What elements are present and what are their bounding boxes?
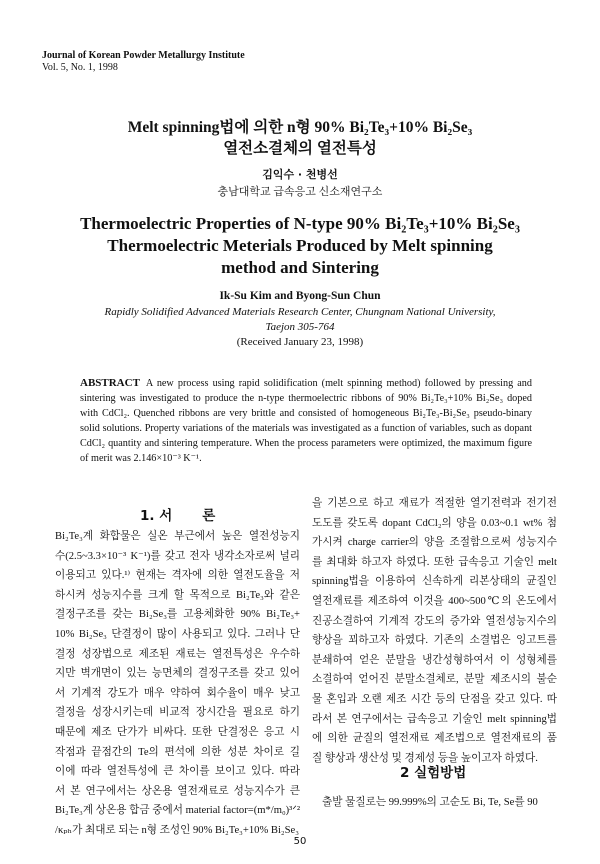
text-line: 라서 본 연구에서는 급속응고 기술인 melt spinning법 <box>312 713 557 725</box>
text-line: 하시켜 성능지수를 크게 할 목적으로 Bi₂Te₃와 같은 <box>55 589 300 601</box>
abstract <box>80 376 532 466</box>
english-title <box>0 213 600 279</box>
text-line: 결정 성장법으로 제조된 재료는 열전특성은 우수하 <box>55 648 300 660</box>
korean-title-line1: Melt spinning법에 의한 n형 90% Bi₂Te₃+10% Bi₂Se₃ <box>127 119 473 136</box>
received-date: (Received January 23, 1998) <box>236 336 364 348</box>
left-column <box>55 527 300 841</box>
abstract-label: ABSTRACT <box>80 377 140 389</box>
text-line: 서 기계적 강도가 매우 약하여 회수율이 매우 낮고 <box>55 687 300 699</box>
text-line: /κₚₕ가 최대로 되는 n형 조성인 90% Bi₂Te₃+10% Bi₂Se₃ <box>55 824 299 836</box>
english-affiliation <box>0 305 600 335</box>
page-number: 50 <box>293 836 307 847</box>
text-line: 소결하여 얻어진 분말소결체로, 분말 제조시의 불순 <box>312 674 557 686</box>
text-line: 물 혼입과 오랜 제조 시간 등의 단점을 갖고 있다. 따 <box>312 693 557 705</box>
section2-heading: 2 실험방법 <box>400 765 467 781</box>
text-line: 를 최대화 하고자 하였다. 또한 급속응고 기술인 melt <box>312 556 557 568</box>
text-line: 지만 벽개면이 있는 능면체의 결정구조를 갖고 있어 <box>55 668 300 680</box>
english-title-line2: Thermoelectric Meterials Produced by Melt spinning <box>107 236 493 255</box>
korean-affiliation: 충남대학교 급속응고 신소재연구소 <box>217 186 383 198</box>
text-line: Bi₂Te₃계 화합물은 실온 부근에서 높은 열전성능지 <box>55 531 300 542</box>
text-line: 열전재료를 제조하여 이것을 400~500℃의 온도에서 <box>312 595 557 607</box>
text-line: 서 본 연구에서는 상온용 열전재료로 성능지수가 큰 <box>55 785 300 797</box>
text-line: 향상을 꾀하고자 하였다. 기존의 소결법은 잉고트를 <box>312 635 557 647</box>
journal-info <box>42 50 245 74</box>
english-title-line1: Thermoelectric Properties of N-type 90% Bi₂Te₃+10% Bi₂Se₃ <box>80 214 520 233</box>
text-line: 이에 따라 열전특성에 큰 차이를 보이고 있다. 따라 <box>55 766 300 778</box>
text-line: 을 기본으로 하고 재료가 적절한 열기전력과 전기전 <box>312 498 557 509</box>
text-line: 작점과 끝점간의 Te의 편석에 의한 성분 차이로 길 <box>55 746 300 758</box>
text-line: 이용되고 있다.¹⁾ 현재는 격자에 의한 열전도율을 저 <box>55 570 300 582</box>
text-line: 결정을 성장시키는데 비교적 장시간을 필요로 하기 <box>55 707 300 719</box>
text-line: 질 향상과 생산성 및 경제성 등을 높이고자 하였다. <box>312 752 538 764</box>
text-line: 때문에 제조 단가가 비싸다. 또한 단결정은 응고 시 <box>55 726 300 738</box>
text-line: 가시켜 charge carrier의 양을 조절함으로써 성능지수 <box>312 537 557 549</box>
text-line: Bi₂Te₃계 상온용 합금 중에서 material factor=(m*/m₀)³ᐟ² <box>55 805 300 817</box>
abstract-text: A new process using rapid solidification (melt spinning method) followed by pressing and sintering was investigated to produce the n-type thermoelectric ribbons of 90% Bi₂Te₃+10% Bi₂Se₃ doped with CdCl₂. Quenched ribbons are very brittle and consisted of homogeneous Bi₂Te₃-Bi₂Se₃ pseudo-binary solid solutions. Property variations of the materials was investigated as a function of variables, such as dopant CdCl₂ quantity and sintering temperature. When the process parameters were optimized, the maximum figure of merit was 2.146×10⁻³ K⁻¹. <box>80 378 532 464</box>
english-title-line3: method and Sintering <box>221 258 379 277</box>
text-line: 도도를 갖도록 dopant CdCl₂의 양을 0.03~0.1 wt% 첨 <box>312 517 557 529</box>
section1-number: 1. 서 <box>140 508 173 524</box>
english-authors: Ik-Su Kim and Byong-Sun Chun <box>219 290 381 302</box>
section1-title-end: 론 <box>202 508 216 524</box>
section1-heading <box>140 504 240 524</box>
korean-title <box>0 117 600 159</box>
text-line: 10% Bi₂Se₃ 단결정이 많이 사용되고 있다. 그러나 단 <box>55 628 300 640</box>
text-line: 수(2.5~3.3×10⁻³ K⁻¹)를 갖고 전자 냉각소자로써 널리 <box>55 550 300 562</box>
english-affiliation-line2: Taejon 305-764 <box>265 321 335 333</box>
text-line: 결정구조를 갖는 Bi₂Se₃를 고용체화한 90% Bi₂Te₃+ <box>55 609 300 621</box>
korean-title-line2: 열전소결체의 열전특성 <box>223 140 377 157</box>
text-line: 에 의한 균질의 열전재료 제조법으로 열전재료의 품 <box>312 733 557 745</box>
section2-first-line: 출발 물질로는 99.999%의 고순도 Bi, Te, Se를 90 <box>322 797 538 808</box>
korean-authors: 김익수 · 천병선 <box>262 168 338 181</box>
english-affiliation-line1: Rapidly Solidified Advanced Materials Research Center, Chungnam National University, <box>104 306 496 318</box>
text-line: 분쇄하여 얻은 분말을 냉간성형하여서 이 성형체를 <box>312 654 557 666</box>
text-line: spinning법을 이용하여 신속하게 리본상태의 균질인 <box>312 576 557 588</box>
journal-volume: Vol. 5, No. 1, 1998 <box>42 62 118 73</box>
journal-name: Journal of Korean Powder Metallurgy Institute <box>42 50 245 61</box>
right-column <box>312 494 557 768</box>
text-line: 진공소결하여 기계적 강도의 증가와 열전성능지수의 <box>312 615 557 627</box>
